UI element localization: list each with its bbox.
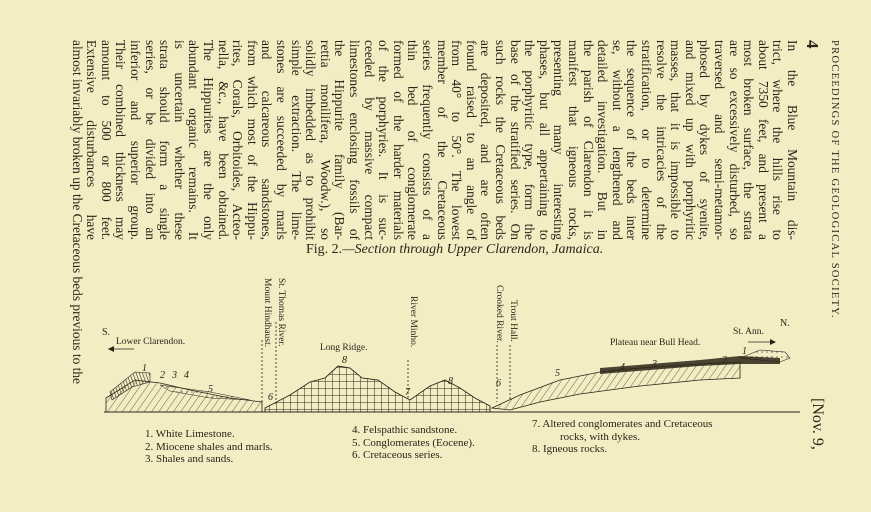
- body-line: presenting many interesting: [551, 40, 567, 240]
- body-line: found raised to an angle of: [463, 40, 479, 240]
- body-line: the Hippurite family (Bar-: [332, 40, 348, 240]
- label-south: S.: [102, 327, 111, 338]
- legend-item: 2. Miocene shales and marls.: [145, 440, 273, 453]
- label-long-ridge: Long Ridge.: [320, 343, 368, 353]
- body-line: and mixed up with porphyritic: [682, 40, 698, 240]
- body-line: such rocks the Cretaceous beds: [493, 40, 508, 240]
- body-line: are deposited, and are often: [478, 40, 494, 240]
- stratum-number: 8: [342, 355, 347, 366]
- date-mark: [Nov. 9,: [809, 398, 826, 450]
- stratum-number: 6: [268, 392, 273, 403]
- body-line: In the Blue Mountain dis-: [785, 40, 800, 240]
- body-line: nella, &c., have been obtained.: [215, 40, 231, 240]
- body-line: the porphyritic type, form the: [522, 40, 538, 240]
- legend-item: 1. White Limestone.: [145, 428, 235, 440]
- stratum-number: 5: [208, 384, 213, 395]
- legend-item: 5. Conglomerates (Eocene).: [352, 436, 475, 449]
- body-line: from which most of the Hippu-: [244, 40, 260, 240]
- body-line: ceeded by massive compact: [361, 40, 377, 240]
- body-line: amount to 500 or 800 feet.: [98, 40, 114, 240]
- body-line: stones are succeeded by marls: [274, 40, 289, 240]
- label-lower-clarendon: Lower Clarendon.: [116, 337, 186, 347]
- stratum-number: 4: [184, 370, 189, 381]
- stratum-number: 2: [160, 370, 165, 381]
- label-north: N.: [780, 318, 790, 329]
- body-line: rettia monilifera, Woodw.), so: [317, 40, 333, 240]
- legend-column-1: [145, 428, 273, 466]
- body-line: of the porphyries. It is suc-: [376, 40, 392, 240]
- body-line: Their combined thickness may: [113, 40, 129, 240]
- legend-item: 8. Igneous rocks.: [532, 443, 608, 456]
- label-plateau: Plateau near Bull Head.: [610, 338, 701, 348]
- label-st-thomas-river: St. Thomas River.: [276, 278, 286, 347]
- figure-title-rest: —Section through Upper Clarendon, Jamaica.: [342, 242, 604, 257]
- body-line: the parish of Clarendon it is: [580, 40, 596, 240]
- body-line: simple extraction. The lime-: [288, 40, 304, 240]
- legend-column-2: [352, 424, 475, 462]
- body-line: trict, where the hills rise to: [770, 40, 786, 240]
- body-line: limestones enclosing fossils of: [347, 40, 362, 240]
- label-mount-hindhaust: Mount Hindhaust.: [262, 278, 272, 348]
- arrow-south-head: [108, 346, 114, 352]
- stratum-number: 4: [620, 362, 625, 373]
- body-line: most broken surface, the strata: [741, 40, 757, 240]
- stratum-number: 3: [172, 370, 177, 381]
- body-line: series, or be divided into an: [142, 40, 158, 240]
- body-line: se, without a lengthened and: [609, 40, 625, 240]
- legend-item: 6. Cretaceous series.: [352, 449, 443, 462]
- stratum-number: 1: [142, 363, 147, 374]
- legend-column-3: [532, 418, 713, 456]
- label-river-minho: River Minho.: [408, 296, 418, 348]
- body-line: are so excessively disturbed, so: [726, 40, 742, 240]
- body-line: solidly imbedded as to prohibit: [303, 40, 319, 240]
- figure-title-lead: Fig. 2.: [306, 242, 343, 257]
- body-line: almost invariably broken up the Cretaceous beds previous to the: [69, 40, 85, 384]
- stratum-number: 5: [555, 368, 560, 379]
- legend-item: 3. Shales and sands.: [145, 453, 234, 466]
- body-line: series frequently consists of a: [420, 40, 435, 240]
- body-line: thin bed of conglomerate: [405, 40, 421, 240]
- stratum-number: 3: [652, 359, 657, 370]
- arrow-north-head: [770, 339, 776, 345]
- stratum-number: 1: [742, 346, 747, 357]
- body-line: and calcareous sandstones,: [259, 40, 275, 240]
- label-trout-hall: Trout Hall.: [508, 300, 518, 342]
- body-line: inferior and superior group.: [128, 40, 143, 240]
- body-line: stratification, or to determine: [639, 40, 654, 240]
- body-line: about 7350 feet, and present a: [755, 40, 771, 240]
- body-line: resolve the intricacies of the: [653, 40, 669, 240]
- stratum-number: 7: [405, 387, 410, 398]
- body-line: phases, but all appertaining to: [536, 40, 552, 240]
- body-line: formed of the harder materials: [390, 40, 406, 240]
- page-number: 4: [803, 40, 822, 49]
- long-ridge: [265, 366, 490, 412]
- legend-item: 7. Altered conglomerates and Cretaceous: [532, 418, 713, 430]
- legend-item: 4. Felspathic sandstone.: [352, 424, 458, 436]
- body-line: manifest that igneous rocks,: [566, 40, 581, 240]
- stratum-number: 2: [722, 355, 727, 366]
- legend-item: rocks, with dykes.: [560, 430, 641, 443]
- body-line: base of the stratified series. On: [507, 40, 523, 240]
- stratum-number: 6: [496, 378, 501, 389]
- body-line: The Hippurites are the only: [201, 40, 216, 240]
- body-line: detailed investigation. But in: [595, 40, 611, 240]
- body-line: traversed and semi-metamor-: [712, 40, 727, 240]
- label-st-ann: St. Ann.: [733, 327, 764, 337]
- body-line: phosed by dykes of syenite,: [697, 40, 713, 240]
- body-line: the sequence of the beds inter: [624, 40, 640, 240]
- body-line: strata should form a single: [157, 40, 173, 240]
- body-line: rites, Corals, Orbitoides, Acteo-: [230, 40, 246, 240]
- label-crooked-river: Crooked River.: [494, 285, 504, 344]
- body-line: Extensive disturbances have: [84, 40, 100, 240]
- body-line: masses, that it is impossible to: [668, 40, 684, 240]
- body-line: abundant organic remains. It: [186, 40, 202, 240]
- body-line: is uncertain whether these: [171, 40, 187, 240]
- body-line: member of the Cretaceous: [434, 40, 450, 240]
- running-title: PROCEEDINGS OF THE GEOLOGICAL SOCIETY.: [829, 40, 840, 319]
- body-line: from 40° to 50°. The lowest: [449, 40, 465, 240]
- stratum-number: 8: [448, 376, 453, 387]
